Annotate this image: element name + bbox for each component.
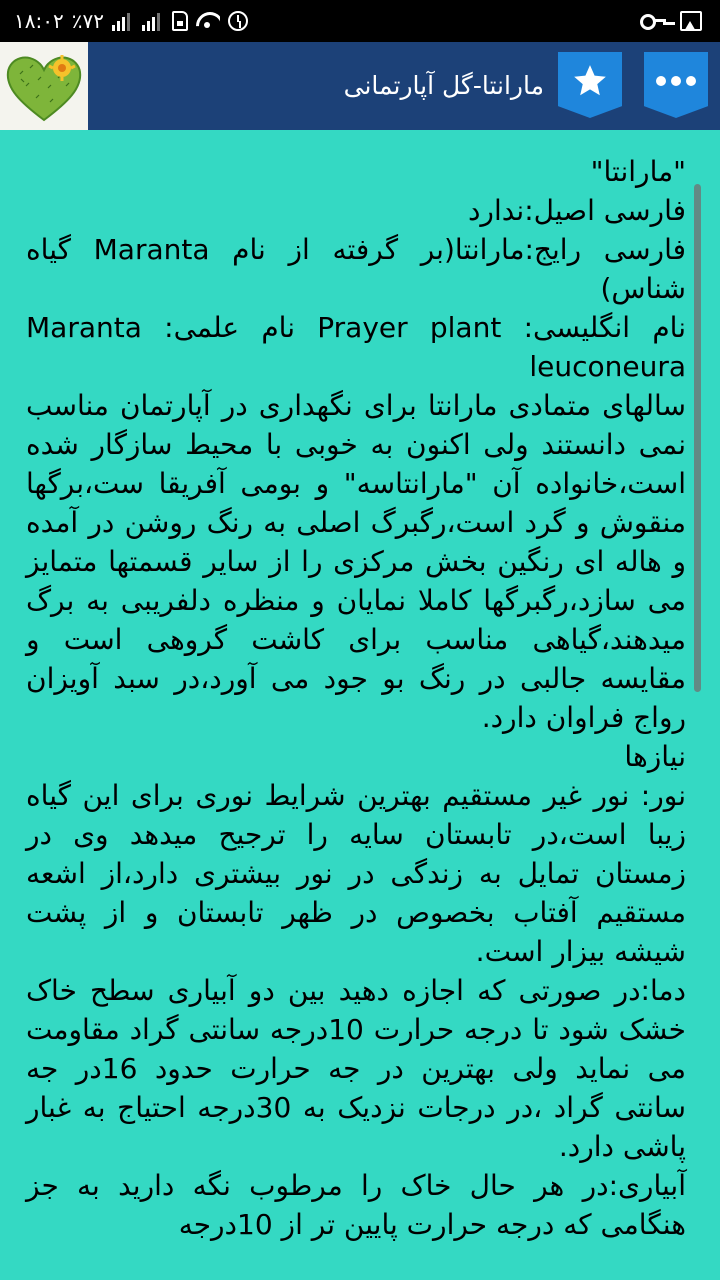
vpn-key-icon (640, 14, 666, 28)
article-paragraph: نام انگلیسی: Prayer plant نام علمی: Maranta leuconeura (26, 311, 687, 383)
article-paragraph: سالهای متمادی مارانتا برای نگهداری در آپارتمان مناسب نمی دانستند ولی اکنون به خوبی با محیط سازگار شده است،خانواده آن "مارانتاسه" و بومی آفریقا ست،برگها منقوش و گرد است،رگبرگ اصلی به رنگ روشن در آمده و هاله ای رنگین بخش مرکزی را از سایر قسمتها متمایز می سازد،رگبرگها کاملا نمایان و منظره دلفریبی به برگ میدهند،گیاهی مناسب برای کاشت گروهی است و مقایسه جالبی در رنگ بو جود می آورد،در سبد آویزان رواج فراوان دارد. (26, 389, 686, 734)
page-title: مارانتا-گل آپارتمانی (343, 71, 544, 100)
article-paragraph: آبیاری:در هر حال خاک را مرطوب نگه دارید به جز هنگامی که درجه حرارت پایین تر از 10درجه (26, 1169, 686, 1241)
battery-percent: ٪۷۲ (71, 9, 104, 33)
status-left (14, 6, 248, 36)
article-paragraph: "مارانتا" (590, 155, 686, 188)
more-dots-icon (656, 76, 696, 86)
article-paragraph: نور: نور غیر مستقیم بهترین شرایط نوری برای این گیاه زیبا است،در تابستان سایه را ترجیح میدهد وی در زمستان تمایل به زندگی در نور بیشتری دارد،از اشعه مستقیم آفتاب بخصوص در ظهر تابستان و از پشت شیشه بیزار است. (26, 779, 686, 968)
alarm-icon (228, 11, 248, 31)
article-text (26, 152, 686, 1244)
status-time: ۱۸:۰۲ (14, 9, 64, 33)
article-paragraph: دما:در صورتی که اجازه دهید بین دو آبیاری سطح خاک خشک شود تا درجه حرارت 10درجه سانتی گراد مقاومت می نماید ولی بهترین در جه حرارت حدود 16در جه سانتی گراد ،در درجات نزدیک به 30درجه احتیاج به غبار پاشی دارد. (26, 974, 686, 1163)
status-bar (0, 0, 720, 42)
scrollbar[interactable] (694, 184, 701, 692)
favorite-button[interactable] (558, 52, 622, 118)
heart-cactus-logo-icon[interactable] (0, 42, 88, 130)
sim-card-icon (172, 11, 188, 31)
status-right (640, 6, 702, 36)
star-icon (571, 62, 609, 100)
article-paragraph: فارسی رایج:مارانتا(بر گرفته از نام Maranta گیاه شناس) (26, 233, 686, 305)
article-content[interactable] (0, 130, 720, 1280)
more-options-button[interactable] (644, 52, 708, 118)
image-notification-icon (680, 11, 702, 31)
signal-icon-2 (142, 11, 164, 31)
wifi-icon (196, 12, 220, 30)
app-bar (0, 42, 720, 130)
article-paragraph: نیازها (624, 740, 686, 773)
signal-icon (112, 11, 134, 31)
article-paragraph: فارسی اصیل:ندارد (467, 194, 686, 227)
